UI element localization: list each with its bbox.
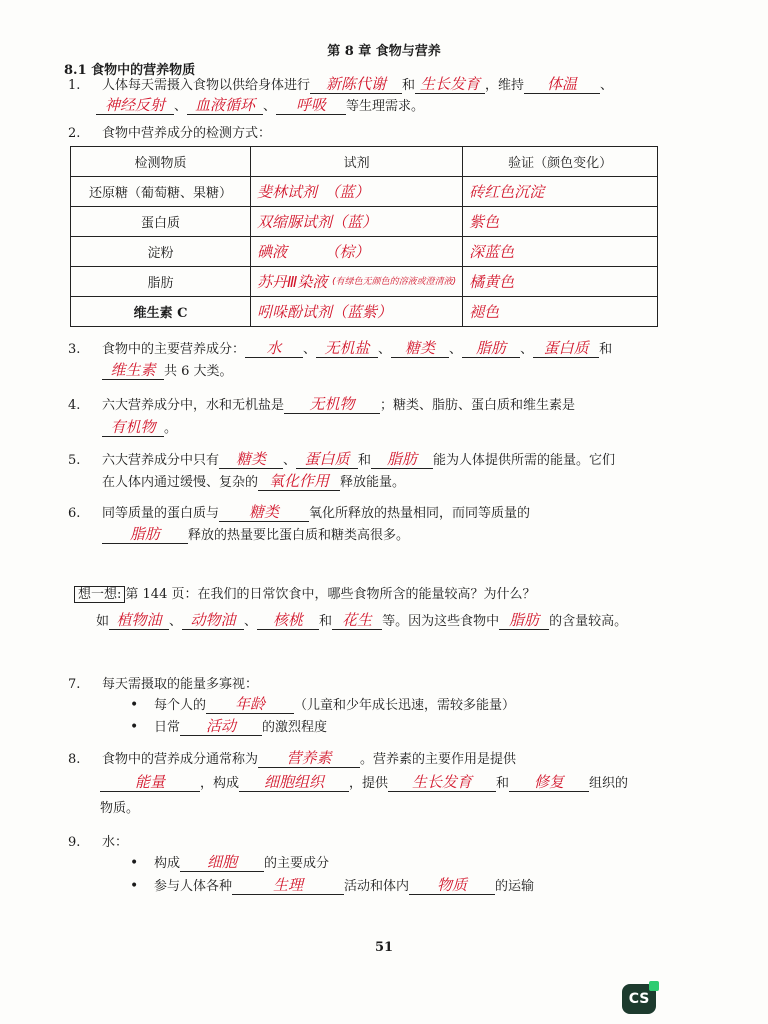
question-7-bullet-2: • 日常 活动 的激烈程度 — [130, 717, 328, 735]
question-1-line-1: 1. 人体每天需摄入食物以供给身体进行 新陈代谢 和 生长发育 ，维持 体温 、 — [68, 75, 614, 93]
answer-blank: 营养素 — [258, 749, 360, 768]
think-box-line-1: 想一想: 第 144 页：在我们的日常饮食中，哪些食物所含的能量较高？为什么？ — [74, 583, 535, 602]
question-7-bullet-1: • 每个人的 年龄 （儿童和少年成长迅速，需较多能量） — [130, 695, 516, 713]
think-label: 想一想: — [74, 586, 125, 603]
answer-blank: 脂肪 — [102, 525, 188, 544]
answer-blank: 活动 — [180, 717, 262, 736]
answer-blank: 血液循环 — [187, 96, 263, 115]
question-9-bullet-2: • 参与人体各种 生理 活动和体内 物质 的运输 — [130, 876, 535, 894]
question-5-line-1: 5. 六大营养成分中只有 糖类 、 蛋白质 和 脂肪 能为人体提供所需的能量。它们 — [68, 450, 616, 468]
question-5-line-2: 在人体内通过缓慢、复杂的 氧化作用 释放能量。 — [102, 472, 406, 490]
answer-blank: 物质 — [409, 876, 495, 895]
answer-blank: 细胞组织 — [239, 773, 349, 792]
answer-blank: 脂肪 — [462, 339, 520, 358]
bullet-icon: • — [130, 855, 139, 871]
question-2: 2. 食物中营养成分的检测方式： — [68, 126, 272, 141]
question-1-line-2: 神经反射 、 血液循环 、 呼吸 等生理需求。 — [96, 95, 424, 115]
answer-blank: 氧化作用 — [258, 472, 340, 491]
chapter-title: 第 8 章 食物与营养 — [327, 44, 441, 59]
answer-blank: 年龄 — [206, 695, 294, 714]
answer-blank: 核桃 — [257, 611, 319, 630]
question-4-line-1: 4. 六大营养成分中，水和无机盐是 无机物 ；糖类、脂肪、蛋白质和维生素是 — [68, 395, 576, 413]
detection-table — [70, 146, 658, 327]
answer-blank: 神经反射 — [96, 96, 174, 115]
reagent-note: (有绿色无颜色的溶液或澄清液) — [332, 277, 457, 287]
answer-blank: 蛋白质 — [296, 450, 358, 469]
answer-blank: 修复 — [509, 773, 589, 792]
question-9-bullet-1: • 构成 细胞 的主要成分 — [130, 853, 330, 871]
column-header: 验证（颜色变化） — [463, 147, 658, 177]
answer-blank: 糖类 — [219, 503, 309, 522]
answer-blank: 能量 — [100, 773, 200, 792]
bullet-icon: • — [130, 719, 139, 735]
answer-blank: 体温 — [524, 75, 600, 94]
bullet-icon: • — [130, 697, 139, 713]
answer-blank: 生理 — [232, 876, 344, 895]
answer-blank: 蛋白质 — [533, 339, 599, 358]
question-6-line-1: 6. 同等质量的蛋白质与 糖类 氧化所释放的热量相同，而同等质量的 — [68, 503, 531, 521]
answer-blank: 糖类 — [391, 339, 449, 358]
question-8-line-1: 8. 食物中的营养成分通常称为 营养素 。营养素的主要作用是提供 — [68, 749, 517, 767]
question-8-line-2: 能量 ，构成 细胞组织 ，提供 生长发育 和 修复 组织的 — [100, 772, 628, 792]
answer-blank: 水 — [245, 339, 303, 358]
table-row: 蛋白质 双缩脲试剂（蓝） 紫色 — [71, 207, 658, 237]
answer-blank: 植物油 — [109, 611, 169, 630]
answer-blank: 维生素 — [102, 361, 164, 380]
question-4-line-2: 有机物 。 — [102, 417, 177, 437]
column-header: 检测物质 — [71, 147, 251, 177]
answer-blank: 脂肪 — [371, 450, 433, 469]
question-6-line-2: 脂肪 释放的热量要比蛋白质和糖类高很多。 — [102, 524, 409, 544]
answer-blank: 呼吸 — [276, 96, 346, 115]
question-9: 9. 水： — [68, 835, 129, 850]
answer-blank: 无机盐 — [316, 339, 378, 358]
answer-blank: 生长发育 — [388, 773, 496, 792]
bullet-icon: • — [130, 878, 139, 894]
page-number: 51 — [374, 940, 394, 955]
question-3-line-1: 3. 食物中的主要营养成分： 水 、 无机盐 、 糖类 、 脂肪 、 蛋白质 和 — [68, 339, 613, 357]
camscanner-logo-icon: CS — [622, 984, 656, 1014]
answer-blank: 细胞 — [180, 853, 264, 872]
answer-blank: 有机物 — [102, 418, 164, 437]
section-heading: 8.1 食物中的营养物质 — [64, 63, 196, 78]
table-row: 淀粉 碘液 （棕） 深蓝色 — [71, 237, 658, 267]
answer-blank: 无机物 — [284, 395, 380, 414]
think-box-line-2: 如 植物油 、 动物油 、 核桃 和 花生 等。因为这些食物中 脂肪 的含量较高。 — [96, 611, 628, 629]
answer-blank: 动物油 — [182, 611, 244, 630]
answer-blank: 花生 — [332, 611, 382, 630]
table-header-row — [71, 147, 658, 177]
question-3-line-2: 维生素 共 6 大类。 — [102, 360, 233, 380]
column-header: 试剂 — [251, 147, 463, 177]
answer-blank: 生长发育 — [415, 75, 485, 94]
table-row: 维生素 C 吲哚酚试剂（蓝紫） 褪色 — [71, 297, 658, 327]
question-7: 7. 每天需摄取的能量多寡视： — [68, 677, 259, 692]
answer-blank: 新陈代谢 — [310, 75, 402, 94]
table-row: 脂肪 苏丹Ⅲ染液 (有绿色无颜色的溶液或澄清液) 橘黄色 — [71, 267, 658, 297]
answer-blank: 糖类 — [219, 450, 283, 469]
table-row: 还原糖（葡萄糖、果糖） 斐林试剂 （蓝） 砖红色沉淀 — [71, 177, 658, 207]
answer-blank: 脂肪 — [499, 611, 549, 630]
question-8-line-3: 物质。 — [100, 801, 140, 816]
